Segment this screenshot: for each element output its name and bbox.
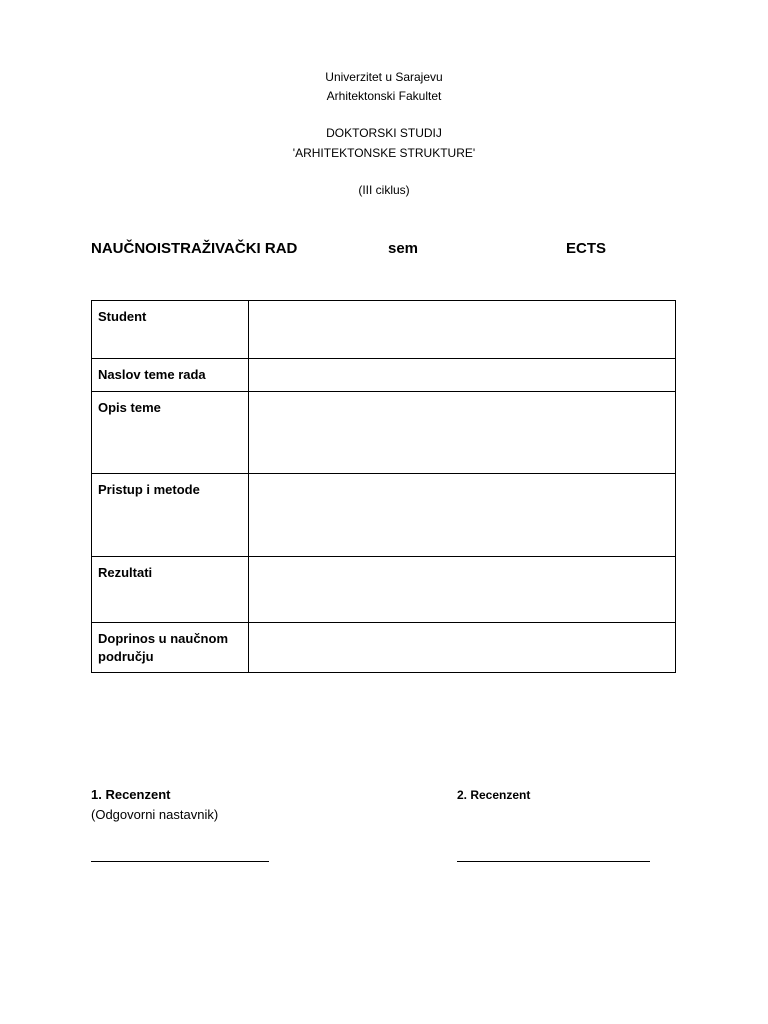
row-label: Doprinos u naučnom području [92, 623, 249, 673]
header-university: Univerzitet u Sarajevu [325, 70, 443, 84]
row-value-field[interactable] [249, 557, 676, 623]
row-value-field[interactable] [249, 301, 676, 359]
row-value-field[interactable] [249, 474, 676, 557]
first-reviewer-label: 1. Recenzent [91, 787, 171, 802]
second-signature-line[interactable] [457, 861, 650, 862]
form-row-rezultati [92, 557, 676, 623]
second-reviewer-label: 2. Recenzent [457, 788, 531, 802]
form-table [91, 300, 676, 673]
sem-label: sem [388, 240, 419, 257]
row-label: Pristup i metode [92, 474, 249, 557]
header-program: DOKTORSKI STUDIJ [326, 126, 442, 140]
course-title: NAUČNOISTRAŽIVAČKI RAD [91, 240, 298, 257]
header-cycle: (III ciklus) [358, 183, 410, 197]
row-label: Opis teme [92, 392, 249, 474]
first-reviewer-subtitle: (Odgovorni nastavnik) [91, 807, 219, 822]
form-row-opis [92, 392, 676, 474]
form-row-student [92, 301, 676, 359]
row-label: Student [92, 301, 249, 359]
header-faculty: Arhitektonski Fakultet [326, 89, 442, 103]
form-row-doprinos [92, 623, 676, 673]
row-label: Rezultati [92, 557, 249, 623]
row-value-field[interactable] [249, 392, 676, 474]
ects-label: ECTS [566, 240, 607, 257]
row-value-field[interactable] [249, 359, 676, 392]
first-signature-line[interactable] [91, 861, 269, 862]
form-row-pristup [92, 474, 676, 557]
title-row [0, 240, 768, 260]
row-label: Naslov teme rada [92, 359, 249, 392]
form-row-naslov [92, 359, 676, 392]
row-value-field[interactable] [249, 623, 676, 673]
header-program-name: 'ARHITEKTONSKE STRUKTURE' [292, 146, 476, 160]
